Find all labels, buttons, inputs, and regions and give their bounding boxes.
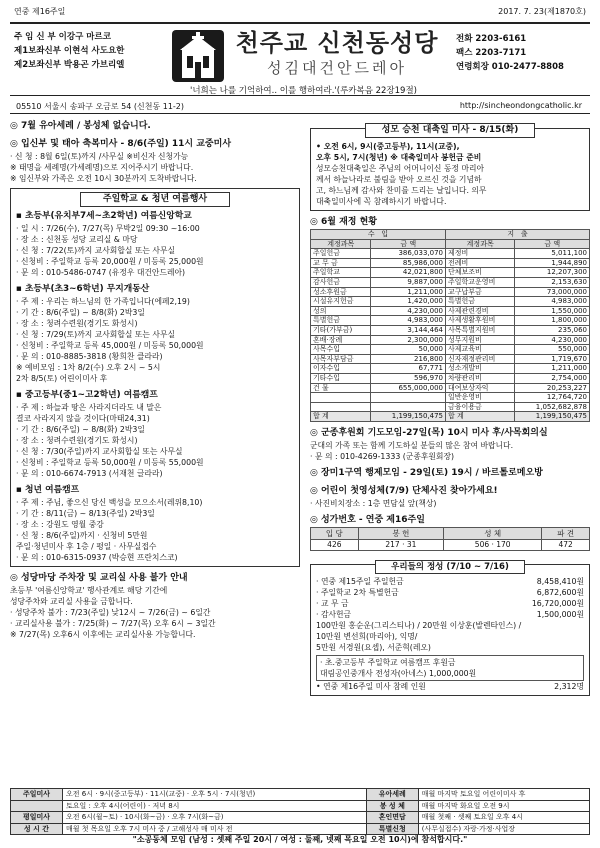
finance-account: 주일학교운영비 (446, 277, 515, 287)
hymn-col: 입 당 (311, 527, 359, 539)
finance-amount: 550,000 (515, 345, 590, 355)
finance-account: 기타수입 (311, 373, 371, 383)
schedule-label: 평일미사 (11, 812, 63, 824)
group-line: · 신 청 : 8/6(주일)까지 · 신청비 5만원 (16, 531, 148, 540)
assumption-mass-box (310, 125, 590, 211)
finance-row (311, 316, 590, 326)
finance-amount: 1,800,000 (515, 316, 590, 326)
schedule-row (11, 789, 590, 801)
finance-row (311, 306, 590, 316)
attendance-row: • 연중 제16주일 미사 참례 인원 2,312명 (316, 681, 584, 691)
title-prefix: 천주교 (235, 28, 309, 57)
finance-account: 기타(가부금) (311, 325, 371, 335)
issue-date: 2017. 7. 23(제1870호) (498, 7, 586, 16)
finance-row (311, 297, 590, 307)
finance-amount: 386,033,070 (371, 249, 446, 259)
offering-row: · 주일학교 2차 특별헌금 6,872,600원 (316, 587, 584, 597)
finance-account: 대여보상자익 (446, 383, 515, 393)
finance-account: 신자재정관리비 (446, 354, 515, 364)
group-line: · 신청비 : 주일학교 등록 45,000원 / 미등록 50,000원 (16, 341, 204, 350)
finance-amount: 12,764,720 (515, 393, 590, 403)
hymn-title: ◎ 성가번호 - 연중 제16주일 (310, 514, 425, 525)
blessing-line: · 신 청 : 8월 6일(토)까지 /사무실 ※비신자 신청가능 (10, 152, 189, 161)
hymn-number: 217 · 31 (358, 539, 443, 550)
liturgical-day: 연중 제16주일 (14, 7, 66, 16)
hymn-col: 봉 헌 (358, 527, 443, 539)
group-line: · 장 소 : 청려수련원(경기도 화성시) (16, 319, 138, 328)
finance-row (311, 373, 590, 383)
notice-baptism: ◎ 7월 유아세례 / 봉성체 없습니다. (10, 121, 151, 131)
finance-account: 전례비 (446, 258, 515, 268)
group-line: · 장 소 : 청려수련원(경기도 화성시) (16, 436, 138, 445)
finance-account: 성소후원금 (311, 287, 371, 297)
hymn-number: 426 (311, 539, 359, 550)
schedule-value: 매월 첫째 · 셋째 토요일 오후 4시 (418, 812, 589, 824)
finance-row (311, 364, 590, 374)
group-line: · 기 간 : 8/6(주일) ~ 8/8(화) 2박3일 (16, 308, 145, 317)
group-line: · 문 의 : 010-6674-7913 (서재천 글라라) (16, 469, 163, 478)
col-amount: 금 액 (371, 239, 446, 249)
finance-account: 성무지원비 (446, 335, 515, 345)
finance-account: 사목자부담금 (311, 354, 371, 364)
finance-account: 차량관리비 (446, 373, 515, 383)
fax: 팩스 2203-7171 (456, 48, 527, 58)
offerings-title: 우리들의 정성 (7/10 ~ 7/16) (375, 560, 525, 574)
parking-line: · 교리실사용 불가 : 7/25(화) ~ 7/27(목) 오후 6시 ~ 3일간 (10, 619, 216, 628)
schedule-label: 성 시 간 (11, 823, 63, 835)
hymn-col: 성 체 (444, 527, 542, 539)
first-communion-line: · 사진비치장소 : 1층 면담실 앞(책상) (310, 498, 437, 508)
left-column (10, 120, 300, 760)
group-line: · 기 간 : 8/11(금) ~ 8/13(주일) 2박3일 (16, 509, 155, 518)
group-line: · 주 제 : 우리는 하느님의 한 가족입니다(에페2,19) (16, 297, 190, 306)
schedule-label (11, 800, 63, 812)
finance-row (311, 354, 590, 364)
finance-row (311, 335, 590, 345)
finance-amount (371, 402, 446, 412)
finance-account (311, 393, 371, 403)
finance-row (311, 277, 590, 287)
right-column (310, 120, 590, 760)
schedule-value: 매월 첫 목요일 오후 7시 미사 중 / 고해성사 매 미사 전 (63, 823, 367, 835)
summer-events-box (10, 188, 300, 567)
finance-account: 교 무 금 (311, 258, 371, 268)
finance-amount: 1,211,000 (515, 364, 590, 374)
finance-table (310, 229, 590, 422)
schedule-row (11, 823, 590, 835)
assumption-mass-title: 성모 승천 대축일 미사 - 8/15(화) (365, 123, 535, 138)
finance-row (311, 325, 590, 335)
finance-row (311, 258, 590, 268)
mass-line: 고, 하느님께 감사와 찬미를 드리는 날입니다. 의무 (316, 186, 487, 195)
group-line: · 주 제 : 하늘과 땅은 사라지더라도 내 말은 (16, 403, 162, 412)
camp-donation-box (316, 655, 584, 681)
funeral-contact: 연령회장 010-2477-8808 (456, 62, 564, 72)
summer-events-title: 주일학교 & 청년 여름행사 (80, 192, 230, 207)
group-line: 2차 8/5(토) 어린이미사 후 (16, 374, 108, 383)
group-line: · 장 소 : 신천동 성당 교리실 & 마당 (16, 235, 138, 244)
finance-amount: 12,207,300 (515, 268, 590, 278)
group-line: ※ 예비모임 : 1차 8/2(수) 오후 2시 ~ 5시 (16, 363, 161, 372)
finance-row (311, 287, 590, 297)
finance-amount: 596,970 (371, 373, 446, 383)
blessing-line: ※ 임신부와 가족은 오전 10시 30분까지 도착바랍니다. (10, 174, 197, 183)
finance-row (311, 383, 590, 393)
mass-line: 대축일미사에 꼭 참례하시기 바랍니다. (316, 197, 447, 206)
mass-line: • 오전 6시, 9시(중고등부), 11시(교중), (316, 142, 460, 151)
finance-row (311, 402, 590, 412)
phone: 전화 2203-6161 (456, 34, 527, 44)
group-title: ▪ 초등부(유치부7세~초2학년) 여름신앙학교 (16, 211, 192, 221)
finance-row (311, 268, 590, 278)
contact-list (456, 32, 586, 74)
finance-amount: 5,011,100 (515, 249, 590, 259)
donor-line: 10만원 변선희(마리아), 익명/ (316, 631, 418, 641)
schedule-label: 봉 성 체 (366, 800, 418, 812)
col-amount: 금 액 (515, 239, 590, 249)
offering-row: · 연중 제15주일 주일헌금 8,458,410원 (316, 576, 584, 586)
schedule-value: 오전 6시(월~토) · 10시(화~금) · 오후 7시(화~금) (63, 812, 367, 824)
finance-amount: 9,887,000 (371, 277, 446, 287)
finance-account: 제정비 (446, 249, 515, 259)
mass-line: 성모승천대축일은 주님의 어머니이신 동정 마리아 (316, 164, 485, 173)
mass-line: 께서 하늘나라로 불림을 받아 오르신 것을 기념하 (316, 175, 482, 184)
finance-account: 일반운영비 (446, 393, 515, 403)
finance-account: 사제생활후원비 (446, 316, 515, 326)
motto: '너희는 나를 기억하여.. 이를 행하여라.'(루카복음 22장19절) (190, 86, 417, 96)
finance-amount: 1,550,000 (515, 306, 590, 316)
parking-line: 초등부 '여름신앙학교' 행사관계로 해당 기간에 (10, 586, 168, 595)
finance-account: 특별헌금 (311, 316, 371, 326)
schedule-label: 특별신청 (366, 823, 418, 835)
title-box (232, 28, 442, 78)
blessing-line: ※ 태명을 세례명(가세례명)으로 지어주시기 바랍니다. (10, 163, 194, 172)
offering-row: · 교 무 금 16,720,000원 (316, 598, 584, 608)
finance-account: 건 물 (311, 383, 371, 393)
group-line: · 신 청 : 7/30(주일)까지 교사회합실 또는 사무실 (16, 447, 183, 456)
finance-amount: 42,021,800 (371, 268, 446, 278)
patron-saint: 성김대건안드레아 (267, 59, 407, 77)
finance-account: 사목특별지원비 (446, 325, 515, 335)
group-title: ▪ 초등부(초3~6학년) 무지개동산 (16, 284, 150, 294)
clergy-assistant-2: 제2보좌신부 박용곤 가브리엘 (14, 60, 125, 70)
finance-amount: 1,719,670 (515, 354, 590, 364)
finance-account: 혼배·장례 (311, 335, 371, 345)
finance-account: 단체보조비 (446, 268, 515, 278)
military-support-title: ◎ 군종후원회 기도모임-27일(목) 10시 미사 후/사목회의실 (310, 427, 548, 438)
col-account: 계정과목 (446, 239, 515, 249)
church-logo (172, 30, 224, 82)
donor-line: 5만원 서경원(요셉), 서준혁(레오) (316, 642, 431, 652)
hymn-col: 파 견 (542, 527, 590, 539)
finance-amount: 1,420,000 (371, 297, 446, 307)
parking-notice-title: ◎ 성당마당 주차장 및 교리실 사용 불가 안내 (10, 573, 188, 583)
schedule-table (10, 788, 590, 835)
group-line: 결코 사라지지 않을 것이다(마태24,31) (16, 414, 150, 423)
offerings-box (310, 561, 590, 696)
schedule-label: 주일미사 (11, 789, 63, 801)
finance-amount: 655,000,000 (371, 383, 446, 393)
hymn-number: 472 (542, 539, 590, 550)
clergy-assistant-1: 제1보좌신부 이현석 사도요한 (14, 46, 125, 56)
finance-title: ◎ 6월 재정 현황 (310, 217, 377, 227)
group-line: 주일·청년미사 후 1층 / 평일 · 사무실접수 (16, 542, 157, 551)
mass-schedule (10, 788, 590, 834)
finance-account: 사목수입 (311, 345, 371, 355)
schedule-label: 유아세례 (366, 789, 418, 801)
col-account: 계정과목 (311, 239, 371, 249)
finance-amount: 235,060 (515, 325, 590, 335)
parking-line: · 성당주차 불가 : 7/23(주일) 낮12시 ~ 7/26(금) ~ 6일간 (10, 608, 211, 617)
hymn-table (310, 527, 590, 551)
offering-row: · 감사헌금 1,500,000원 (316, 609, 584, 619)
finance-amount (371, 393, 446, 403)
clergy-pastor: 주 임 신 부 이강구 마르코 (14, 32, 111, 42)
schedule-value: 오전 6시 · 9시(중고등부) · 11시(교중) · 오후 5시 · 7시(청년) (63, 789, 367, 801)
address-bar (10, 100, 590, 114)
finance-account: 주일헌금 (311, 249, 371, 259)
issue-line (14, 6, 586, 18)
finance-amount: 50,000 (371, 345, 446, 355)
finance-amount: 2,153,630 (515, 277, 590, 287)
finance-account: 사제관련경비 (446, 306, 515, 316)
finance-amount: 4,983,000 (515, 297, 590, 307)
finance-account: 감사헌금 (311, 277, 371, 287)
schedule-row (11, 800, 590, 812)
group-line: · 문 의 : 010-6315-0937 (박승현 프란치스코) (16, 553, 178, 562)
schedule-value: (사무실접수) 자랑·가정·사업장 (418, 823, 589, 835)
donor-line: 100만원 홍순운(그리스티나) / 20만원 이상훈(발렌타인스) / (316, 620, 522, 630)
finance-amount: 73,000,000 (515, 287, 590, 297)
church-building-icon (172, 30, 224, 82)
finance-account: 성의 (311, 306, 371, 316)
blessing-mass-title: ◎ 입신부 및 태아 축복미사 - 8/6(주일) 11시 교중미사 (10, 139, 232, 149)
finance-amount: 216,800 (371, 354, 446, 364)
finance-amount: 1,211,000 (371, 287, 446, 297)
finance-amount: 4,983,000 (371, 316, 446, 326)
finance-account: 성소개발비 (446, 364, 515, 374)
group-line: · 문 의 : 010-5486-0747 (유정우 대건안드레아) (16, 268, 186, 277)
finance-account: 특별헌금 (446, 297, 515, 307)
finance-account (311, 402, 371, 412)
finance-amount: 85,986,000 (371, 258, 446, 268)
schedule-row (11, 812, 590, 824)
group-line: · 일 시 : 7/26(수), 7/27(목) 무박2일 09:30 ~16:00 (16, 224, 200, 233)
rosary-meeting-title: ◎ 장미1구역 행제모임 - 29일(토) 19시 / 바르톨로메오방 (310, 467, 543, 478)
mass-line: 오후 5시, 7시(청년) ※ 대축일미사 봉헌금 준비 (316, 153, 482, 162)
finance-account: 주일학교 (311, 268, 371, 278)
finance-total-row: 합 계 1,199,150,475 합 계 1,199,150,475 (311, 412, 590, 422)
postal-address: 05510 서울시 송파구 오금로 54 (신천동 11-2) (16, 102, 185, 111)
expense-header: 지 출 (446, 230, 590, 240)
group-line: · 문 의 : 010-8885-3818 (황희찬 클라라) (16, 352, 163, 361)
group-line: · 신청비 : 주일학교 등록 20,000원 / 미등록 25,000원 (16, 257, 204, 266)
footer-slogan: "소공동체 모임 (남성 : 셋째 주일 20시 / 여성 : 둘째, 넷째 목요일 오전 10시)에 참석합시다." (132, 835, 468, 844)
schedule-value: 매월 마지막 토요일 어린이미사 후 (418, 789, 589, 801)
finance-amount: 2,300,000 (371, 335, 446, 345)
clergy-list (14, 30, 159, 72)
finance-amount: 67,771 (371, 364, 446, 374)
group-line: · 신청비 : 주일학교 등록 50,000원 / 미등록 55,000원 (16, 458, 204, 467)
group-title: ▪ 청년 여름캠프 (16, 485, 80, 495)
first-communion-title: ◎ 어린이 첫영성체(7/9) 단체사진 찾아가세요! (310, 485, 498, 496)
camp-donation-line: 대림공인중개사 전성자(아네스) 1,000,000원 (320, 668, 477, 678)
finance-account: 교구납부금 (446, 287, 515, 297)
finance-account: 이자수입 (311, 364, 371, 374)
hymn-number: 506 · 170 (444, 539, 542, 550)
group-line: · 신 청 : 7/22(토)까지 교사회합실 또는 사무실 (16, 246, 176, 255)
schedule-value: 매월 마지막 화요일 오전 9시 (418, 800, 589, 812)
finance-amount: 1,052,682,878 (515, 402, 590, 412)
finance-amount: 20,253,227 (515, 383, 590, 393)
group-line: · 장 소 : 강원도 영월 중강 (16, 520, 104, 529)
finance-account: 시설유지헌금 (311, 297, 371, 307)
group-line: · 신 청 : 7/29(토)까지 교사회합실 또는 사무실 (16, 330, 176, 339)
schedule-label: 혼인면담 (366, 812, 418, 824)
parking-line: ※ 7/27(목) 오후6시 이후에는 교리실사용 가능합니다. (10, 630, 196, 639)
finance-account: 사제교육비 (446, 345, 515, 355)
finance-account: 금융이용금 (446, 402, 515, 412)
finance-row (311, 249, 590, 259)
income-header: 수 입 (311, 230, 446, 240)
finance-amount: 3,144,464 (371, 325, 446, 335)
website-link[interactable]: http://sincheondongcatholic.kr (459, 101, 582, 110)
finance-row (311, 345, 590, 355)
church-name (232, 28, 442, 58)
military-line: · 문 의 : 010-4269-1333 (군종후원회장) (310, 451, 455, 461)
finance-amount: 2,754,000 (515, 373, 590, 383)
group-title: ▪ 중고등부(중1~고2학년) 여름캠프 (16, 390, 158, 400)
finance-row (311, 393, 590, 403)
schedule-value: 토요일 : 오후 4시(어린이) · 저녁 8시 (63, 800, 367, 812)
military-line: 군대의 가족 또는 함께 기도하실 분들의 많은 참여 바랍니다. (310, 440, 514, 450)
group-line: · 주 제 : 주님, 좋으신 당신 백성을 모으소서(레위8,10) (16, 498, 203, 507)
finance-amount: 4,230,000 (371, 306, 446, 316)
masthead (10, 22, 590, 96)
camp-donation-line: · 초.중고등부 주일학교 여름캠프 후원금 (320, 657, 456, 667)
title-name: 신천동성당 (317, 28, 439, 57)
group-line: · 기 간 : 8/6(주일) ~ 8/8(화) 2박3일 (16, 425, 145, 434)
finance-amount: 1,944,890 (515, 258, 590, 268)
parking-line: 성당주차와 교리실 사용을 금합니다. (10, 597, 133, 606)
finance-amount: 4,230,000 (515, 335, 590, 345)
